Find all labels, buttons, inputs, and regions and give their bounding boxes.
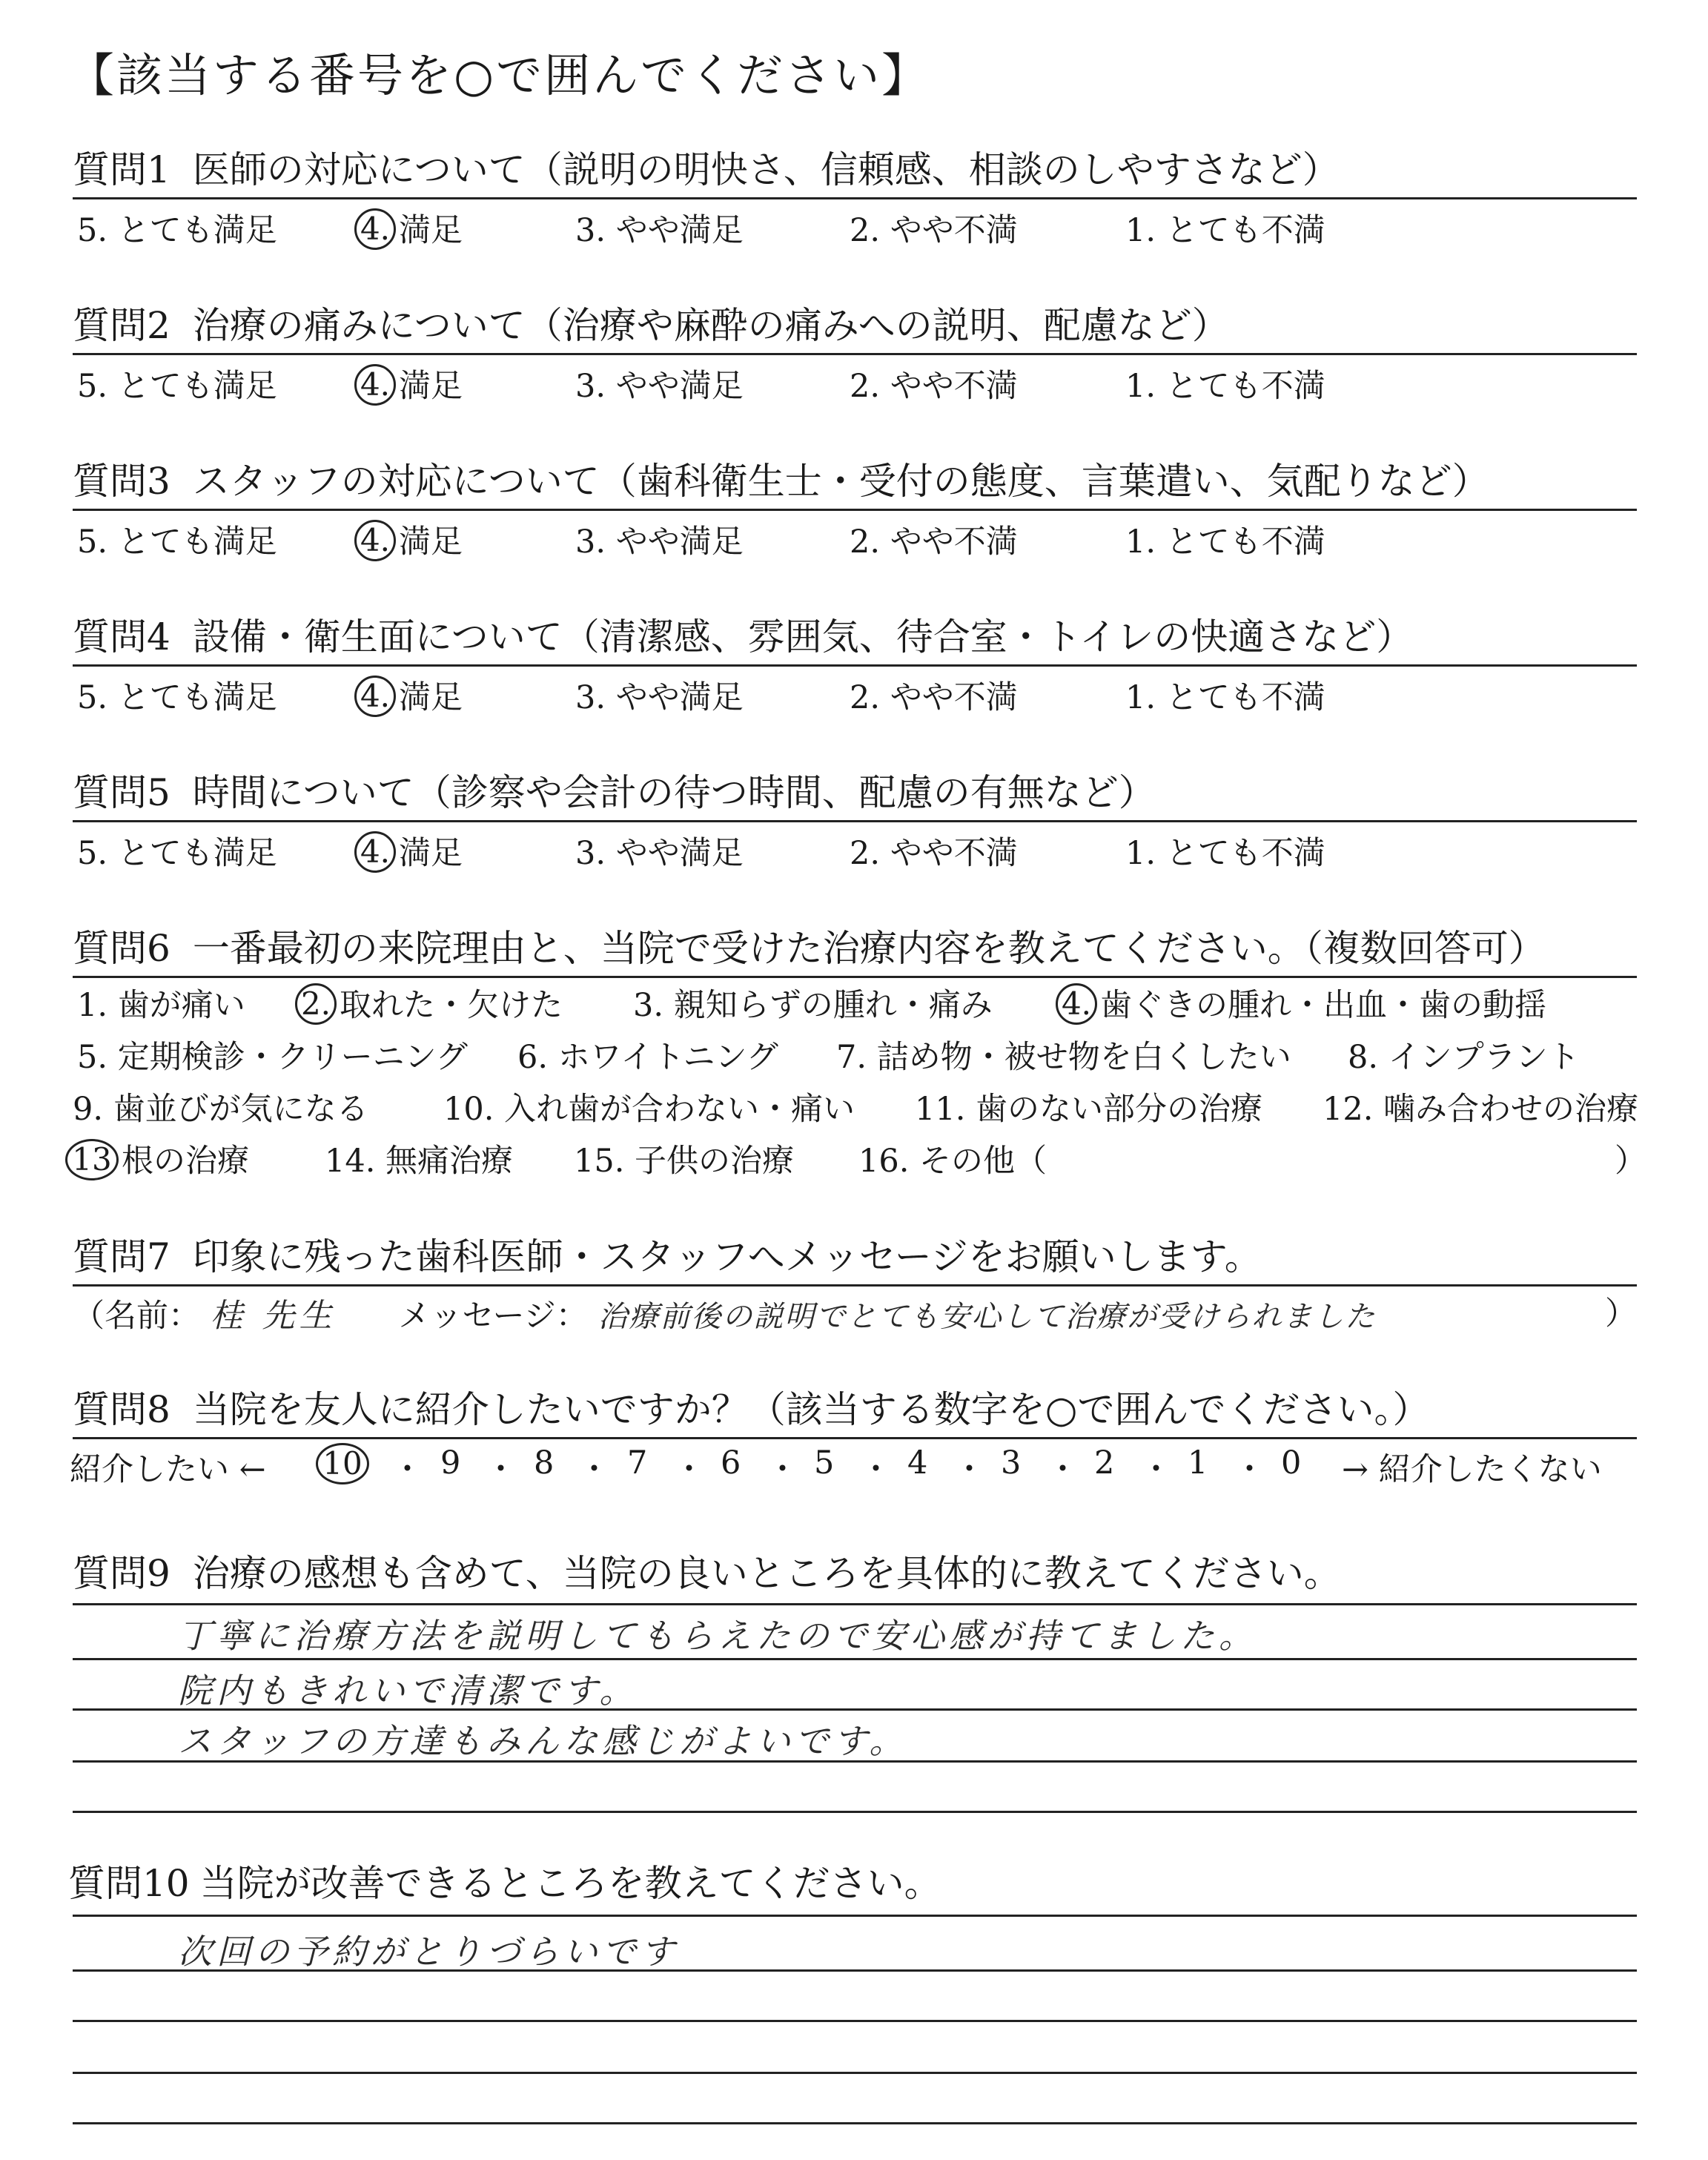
option-1[interactable]: 1. とても不満: [1125, 368, 1325, 405]
option-5[interactable]: 5. とても満足: [77, 679, 277, 716]
scale-7[interactable]: 7: [627, 1444, 648, 1482]
question-text: 医師の対応について（説明の明快さ、信頼感、相談のしやすさなど）: [192, 148, 1340, 191]
answer-line: [73, 1811, 1637, 1813]
q6-item-9[interactable]: 9. 歯並びが気になる: [73, 1091, 368, 1128]
option-1[interactable]: 1. とても不満: [1125, 212, 1325, 249]
option-2[interactable]: 2. やや不満: [850, 212, 1018, 249]
question-text: 当院が改善できるところを教えてください。: [199, 1862, 941, 1905]
question-text: スタッフの対応について（歯科衛生士・受付の態度、言葉遣い、気配りなど）: [192, 460, 1489, 503]
question-number: 質問3: [73, 460, 171, 503]
scale-dot: ・: [485, 1451, 517, 1488]
question-number: 質問5: [73, 771, 171, 814]
q6-item-14[interactable]: 14. 無痛治療: [325, 1143, 514, 1180]
scale-dot: ・: [1047, 1451, 1079, 1488]
answer-line: [73, 1760, 1637, 1763]
scale-dot: ・: [767, 1451, 798, 1488]
question-text: 当院を友人に紹介したいですか？（該当する数字を○で囲んでください。）: [192, 1388, 1430, 1431]
rating-options: [73, 199, 1637, 247]
q6-item-3[interactable]: 3. 親知らずの腫れ・痛み: [633, 987, 993, 1024]
answer-line: [73, 1915, 1637, 1917]
scale-dot: ・: [391, 1451, 423, 1488]
option-1[interactable]: 1. とても不満: [1125, 835, 1325, 872]
name-label: （名前：: [73, 1298, 200, 1335]
q9-answer-line-1[interactable]: 丁寧に治療方法を説明してもらえたので安心感が持てました。: [178, 1616, 1257, 1656]
question-text: 時間について（診察や会計の待つ時間、配慮の有無など）: [192, 771, 1156, 814]
q6-item-12[interactable]: 12. 噛み合わせの治療: [1323, 1091, 1639, 1128]
question-text: 印象に残った歯科医師・スタッフへメッセージをお願いします。: [192, 1235, 1262, 1278]
question-number: 質問8: [73, 1388, 171, 1431]
scale-dot: ・: [1234, 1451, 1265, 1488]
q9-answer-line-2[interactable]: 院内もきれいで清潔です。: [178, 1671, 638, 1711]
q6-item-6[interactable]: 6. ホワイトニング: [517, 1039, 778, 1076]
q6-item-4-selected[interactable]: 4. 歯ぐきの腫れ・出血・歯の動揺: [1056, 980, 1546, 1026]
option-4-selected[interactable]: 4. 満足: [354, 517, 463, 563]
option-3[interactable]: 3. やや満足: [575, 212, 744, 249]
answer-line: [73, 1658, 1637, 1660]
selection-circle: 10: [316, 1443, 369, 1484]
answer-line: [73, 2020, 1637, 2022]
question-text: 治療の感想も含めて、当院の良いところを具体的に教えてください。: [192, 1552, 1341, 1595]
scale-dot: ・: [1140, 1451, 1172, 1488]
option-4-selected[interactable]: 4. 満足: [354, 828, 463, 874]
q6-item-11[interactable]: 11. 歯のない部分の治療: [915, 1091, 1263, 1128]
rating-options: [73, 355, 1637, 403]
option-3[interactable]: 3. やや満足: [575, 835, 744, 872]
question-8: [73, 1387, 1637, 1439]
question-number: 質問9: [73, 1552, 171, 1595]
question-text: 治療の痛みについて（治療や麻酔の痛みへの説明、配慮など）: [192, 304, 1229, 347]
selection-circle: 4.: [354, 831, 396, 873]
question-number: 質問4: [73, 615, 171, 658]
question-3: [73, 458, 1637, 561]
q6-item-2-selected[interactable]: 2. 取れた・欠けた: [295, 980, 563, 1026]
question-6: [73, 925, 1637, 978]
question-text: 一番最初の来院理由と、当院で受けた治療内容を教えてください。（複数回答可）: [192, 927, 1546, 970]
q6-item-13-selected[interactable]: 13 根の治療: [65, 1136, 249, 1182]
question-number: 質問1: [73, 148, 171, 191]
option-5[interactable]: 5. とても満足: [77, 368, 277, 405]
option-5[interactable]: 5. とても満足: [77, 212, 277, 249]
scale-2[interactable]: 2: [1094, 1444, 1115, 1482]
selection-circle: 13: [65, 1139, 119, 1180]
question-2: [73, 303, 1637, 403]
selection-circle: 4.: [354, 520, 396, 561]
option-3[interactable]: 3. やや満足: [575, 679, 744, 716]
selection-circle: 4.: [354, 364, 396, 406]
option-4-selected[interactable]: 4. 満足: [354, 673, 463, 719]
message-label: メッセージ：: [398, 1298, 588, 1335]
question-4: [73, 614, 1637, 714]
question-number: 質問2: [73, 304, 171, 347]
selection-circle: 4.: [354, 208, 396, 250]
answer-line: [73, 2072, 1637, 2074]
question-number: 質問10: [68, 1862, 190, 1905]
option-1[interactable]: 1. とても不満: [1125, 524, 1325, 561]
option-1[interactable]: 1. とても不満: [1125, 679, 1325, 716]
q9-answer-line-3[interactable]: スタッフの方達もみんな感じがよいです。: [178, 1721, 908, 1761]
scale-3[interactable]: 3: [1001, 1444, 1022, 1482]
question-10: [68, 1854, 941, 1907]
question-number: 質問7: [73, 1235, 171, 1278]
rating-options: [73, 667, 1637, 714]
selection-circle: 2.: [295, 983, 337, 1025]
scale-4[interactable]: 4: [907, 1444, 928, 1482]
q10-answer-line-1[interactable]: 次回の予約がとりづらいです: [178, 1932, 679, 1972]
scale-6[interactable]: 6: [721, 1444, 741, 1482]
q6-item-10[interactable]: 10. 入れ歯が合わない・痛い: [443, 1091, 855, 1128]
option-3[interactable]: 3. やや満足: [575, 524, 744, 561]
answer-line: [73, 1708, 1637, 1711]
q6-item-1[interactable]: 1. 歯が痛い: [77, 987, 245, 1024]
option-2[interactable]: 2. やや不満: [850, 524, 1018, 561]
question-text: 設備・衛生面について（清潔感、雰囲気、待合室・トイレの快適さなど）: [192, 615, 1414, 658]
answer-line: [73, 1969, 1637, 1972]
option-5[interactable]: 5. とても満足: [77, 524, 277, 561]
option-4-selected[interactable]: 4. 満足: [354, 361, 463, 407]
scale-1[interactable]: 1: [1188, 1444, 1208, 1482]
scale-left-label: 紹介したい ←: [70, 1451, 266, 1488]
page-title: 【該当する番号を○で囲んでください】: [68, 48, 930, 102]
question-5: [73, 770, 1637, 870]
scale-dot: ・: [673, 1451, 705, 1488]
answer-line: [73, 2122, 1637, 2124]
q6-item-15[interactable]: 15. 子供の治療: [574, 1143, 795, 1180]
message-value[interactable]: 治療前後の説明でとても安心して治療が受けられました: [598, 1300, 1377, 1334]
q6-other-close: ）: [1615, 1143, 1646, 1180]
scale-dot: ・: [953, 1451, 985, 1488]
q6-item-16-other[interactable]: 16. その他（: [858, 1143, 1047, 1180]
question-number: 質問6: [73, 927, 171, 970]
q6-item-5[interactable]: 5. 定期検診・クリーニング: [77, 1039, 468, 1076]
q6-item-8[interactable]: 8. インプラント: [1348, 1039, 1580, 1076]
name-value[interactable]: 桂 先生: [210, 1297, 337, 1335]
option-2[interactable]: 2. やや不満: [850, 835, 1018, 872]
question-7: [73, 1234, 1637, 1287]
scale-dot: ・: [578, 1451, 610, 1488]
rating-options: [73, 822, 1637, 870]
scale-right-label: → 紹介したくない: [1342, 1451, 1602, 1488]
q6-item-7[interactable]: 7. 詰め物・被せ物を白くしたい: [836, 1039, 1291, 1076]
scale-0[interactable]: 0: [1281, 1444, 1302, 1482]
option-5[interactable]: 5. とても満足: [77, 835, 277, 872]
selection-circle: 4.: [354, 676, 396, 717]
message-close: ）: [1605, 1295, 1637, 1332]
selection-circle: 4.: [1056, 983, 1097, 1025]
question-9: [73, 1544, 1341, 1597]
scale-9[interactable]: 9: [440, 1444, 461, 1482]
answer-line: [73, 1603, 1637, 1605]
option-2[interactable]: 2. やや不満: [850, 368, 1018, 405]
option-4-selected[interactable]: 4. 満足: [354, 205, 463, 251]
scale-8[interactable]: 8: [534, 1444, 555, 1482]
rating-options: [73, 511, 1637, 561]
option-2[interactable]: 2. やや不満: [850, 679, 1018, 716]
scale-5[interactable]: 5: [814, 1444, 835, 1482]
option-3[interactable]: 3. やや満足: [575, 368, 744, 405]
q7-message-row: [73, 1289, 1637, 1336]
scale-dot: ・: [860, 1451, 892, 1488]
question-1: [73, 147, 1637, 247]
